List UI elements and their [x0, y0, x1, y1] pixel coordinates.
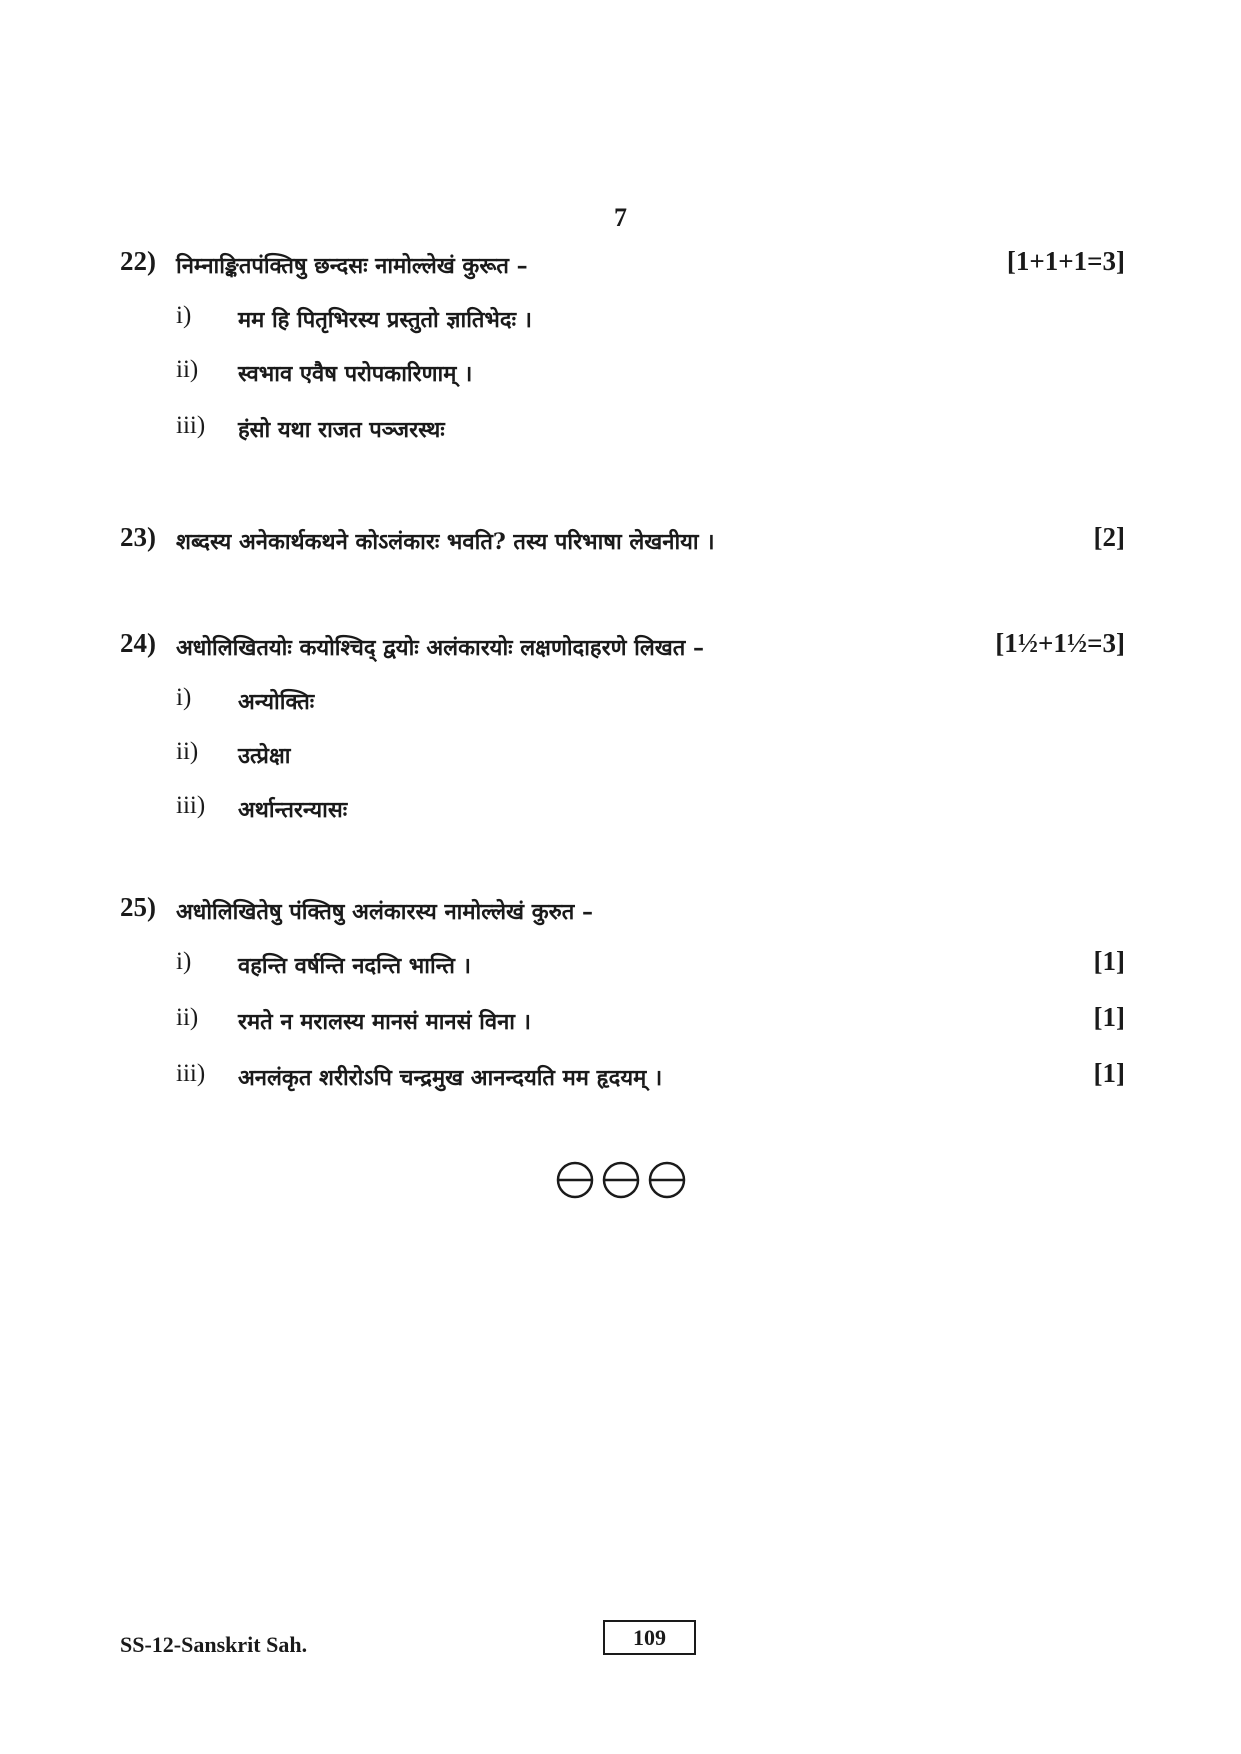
- question-22-item-2-text: स्वभाव एवैष परोपकारिणाम् ।: [238, 361, 473, 387]
- theta-circle-icon: [647, 1160, 687, 1200]
- question-25-item-2-text: रमते न मरालस्य मानसं मानसं विना ।: [238, 1009, 531, 1035]
- question-23-text: शब्दस्य अनेकार्थकथने कोऽलंकारः भवति? तस्य परिभाषा लेखनीया ।: [176, 529, 715, 555]
- question-25-item-1-marks: [1]: [1093, 946, 1125, 976]
- question-23-marks: [2]: [1093, 522, 1125, 552]
- question-25-item-2-marks: [1]: [1093, 1002, 1125, 1032]
- question-22-marks: [1+1+1=3]: [1006, 246, 1125, 276]
- footer-page-number: 109: [603, 1620, 696, 1655]
- question-22-item-2-label: ii): [176, 356, 199, 383]
- question-25-number: 25): [120, 892, 156, 922]
- question-25-item-2-label: ii): [176, 1004, 199, 1031]
- question-25-item-3-marks: [1]: [1093, 1058, 1125, 1088]
- question-25-item-1-text: वहन्ति वर्षन्ति नदन्ति भान्ति ।: [238, 953, 471, 979]
- question-24-item-2-label: ii): [176, 738, 199, 765]
- question-25-item-3-text: अनलंकृत शरीरोऽपि चन्द्रमुख आनन्दयति मम हृदयम् ।: [238, 1065, 663, 1091]
- question-24-text: अधोलिखितयोः कयोश्चिद् द्वयोः अलंकारयोः लक्षणोदाहरणे लिखत –: [176, 635, 704, 661]
- question-22-item-1-label: i): [176, 302, 192, 329]
- question-24-item-3-text: अर्थान्तरन्यासः: [238, 797, 348, 823]
- question-22-item-3-label: iii): [176, 412, 206, 439]
- question-24-item-1-label: i): [176, 684, 192, 711]
- question-25-item-3-label: iii): [176, 1060, 206, 1087]
- question-24-item-3-label: iii): [176, 792, 206, 819]
- question-24-marks: [1½+1½=3]: [995, 628, 1125, 658]
- question-22-number: 22): [120, 246, 156, 276]
- theta-circle-icon: [601, 1160, 641, 1200]
- question-24-item-1-text: अन्योक्तिः: [238, 689, 315, 715]
- question-22-item-1-text: मम हि पितृभिरस्य प्रस्तुतो ज्ञातिभेदः ।: [238, 307, 533, 333]
- question-22-item-3-text: हंसो यथा राजत पञ्जरस्थः: [238, 417, 445, 443]
- question-25-text: अधोलिखितेषु पंक्तिषु अलंकारस्य नामोल्लेखं कुरुत –: [176, 899, 593, 925]
- end-of-paper-symbols: [0, 1160, 1241, 1200]
- footer-paper-code: SS-12-Sanskrit Sah.: [120, 1632, 308, 1657]
- question-25-item-1-label: i): [176, 948, 192, 975]
- question-23-number: 23): [120, 522, 156, 552]
- question-24-number: 24): [120, 628, 156, 658]
- question-24-item-2-text: उत्प्रेक्षा: [238, 743, 291, 769]
- theta-circle-icon: [555, 1160, 595, 1200]
- page-number-top: 7: [614, 203, 627, 232]
- question-22-text: निम्नाङ्कितपंक्तिषु छन्दसः नामोल्लेखं कुरूत –: [176, 253, 528, 279]
